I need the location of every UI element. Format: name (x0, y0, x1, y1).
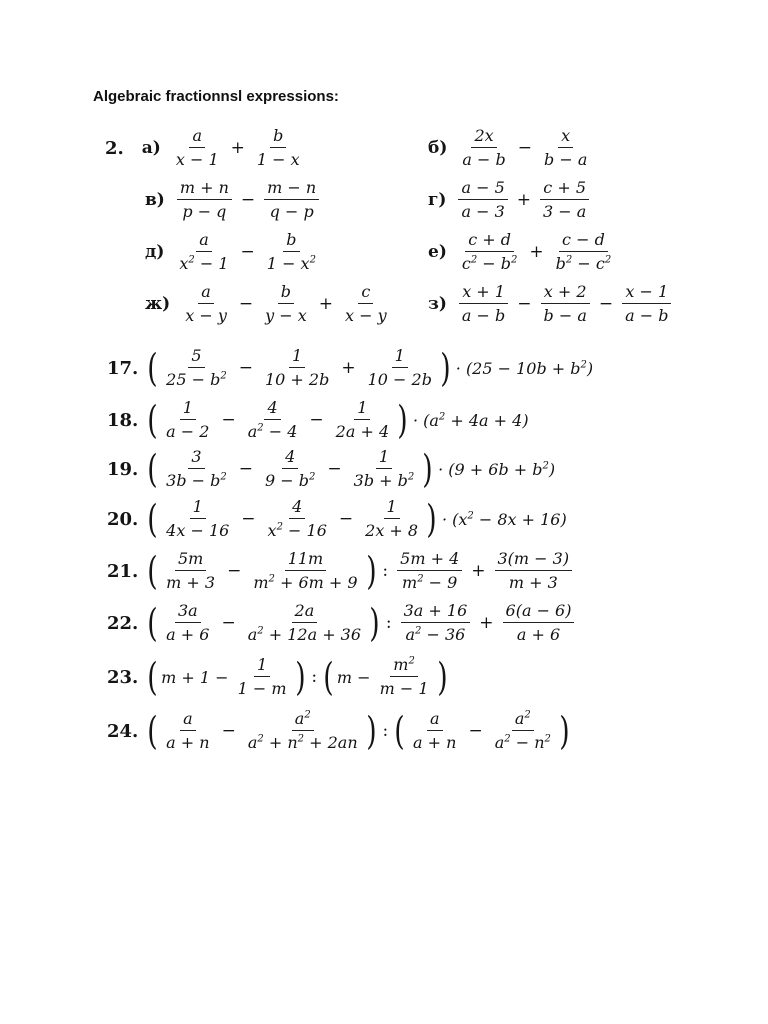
fraction: $\frac{3}{3b - b^2}$ (166, 447, 227, 490)
problem-number: 22. (107, 612, 139, 634)
problem-2-a: 2. а) $\frac{a}{x - 1}$ + $\frac{b}{1 - x}$ (105, 126, 307, 170)
problem-number: 23. (107, 666, 139, 688)
fraction: $\frac{3a + 16}{a^2 - 36}$ (401, 601, 471, 645)
problem-20: 20. ( $\frac{1}{4x - 16}$ − $\frac{4}{x^2 - 16}$ − $\frac{1}{2x + 8}$ ) · $(x^2 - 8x + 16)$ (107, 497, 567, 541)
fraction: $\frac{5m + 4}{m^2 - 9}$ (397, 549, 462, 593)
fraction: $\frac{5m}{m + 3}$ (166, 549, 216, 592)
problem-2-z: з) $\frac{x + 1}{a - b}$ − $\frac{x + 2}{b - a}$ − $\frac{x - 1}{a - b}$ (428, 282, 675, 326)
fraction: $\frac{x - 1}{a - b}$ (622, 282, 671, 326)
fraction: $\frac{c}{x - y}$ (345, 282, 387, 325)
fraction: $\frac{a}{a + n}$ (166, 709, 210, 752)
problem-number: 24. (107, 720, 139, 742)
fraction: $\frac{2a}{a^2 + 12a + 36}$ (247, 601, 362, 644)
problem-21: 21. ( $\frac{5m}{m + 3}$ − $\frac{11m}{m^2 + 6m + 9}$ ) : $\frac{5m + 4}{m^2 - 9}$ + $\frac{3(m - 3)}{m + 3}$ (107, 549, 576, 593)
fraction: $\frac{a^2}{a^2 - n^2}$ (494, 709, 551, 752)
fraction: $\frac{x + 1}{a - b}$ (459, 282, 508, 326)
sub-label: а) (141, 138, 161, 158)
problem-23: 23. ( m + 1 − $\frac{1}{1 - m}$ ) : ( m − $\frac{m^2}{m - 1}$ ) (107, 655, 448, 699)
problem-22: 22. ( $\frac{3a}{a + 6}$ − $\frac{2a}{a^2 + 12a + 36}$ ) : $\frac{3a + 16}{a^2 - 36}$ + $\frac{6(a - 6)}{a + 6}$ (107, 601, 578, 645)
fraction: $\frac{c + d}{c^2 - b^2}$ (461, 230, 518, 273)
problem-2-b: б) $\frac{2x}{a - b}$ − $\frac{x}{b - a}$ (428, 126, 594, 170)
fraction: $\frac{c - d}{b^2 - c^2}$ (555, 230, 612, 273)
fraction: $\frac{a}{x - y}$ (185, 282, 227, 325)
problem-number: 17. (107, 357, 139, 379)
problem-2-e: е) $\frac{c + d}{c^2 - b^2}$ + $\frac{c - d}{b^2 - c^2}$ (428, 230, 618, 274)
fraction: $\frac{a^2}{a^2 + n^2 + 2an}$ (247, 709, 358, 752)
problem-number: 21. (107, 560, 139, 582)
fraction: $\frac{1}{1 - m}$ (237, 655, 287, 698)
fraction: $\frac{b}{1 - x}$ (256, 126, 300, 169)
sub-label: в) (145, 190, 165, 210)
problem-24: 24. ( $\frac{a}{a + n}$ − $\frac{a^2}{a^2 + n^2 + 2an}$ ) : ( $\frac{a}{a + n}$ − $\frac{a^2}{a^2 - n^2}$ ) (107, 709, 570, 753)
problem-19: 19. ( $\frac{3}{3b - b^2}$ − $\frac{4}{9 - b^2}$ − $\frac{1}{3b + b^2}$ ) · $(9 + 6b + b^2)$ (107, 447, 556, 491)
fraction: $\frac{a - 5}{a - 3}$ (458, 178, 507, 222)
fraction: $\frac{1}{2a + 4}$ (335, 398, 390, 441)
problem-2-g: г) $\frac{a - 5}{a - 3}$ + $\frac{c + 5}{3 - a}$ (428, 178, 593, 222)
fraction: $\frac{11m}{m^2 + 6m + 9}$ (253, 549, 358, 592)
fraction: $\frac{a}{a + n}$ (413, 709, 457, 752)
sub-label: з) (428, 294, 447, 314)
fraction: $\frac{1}{a - 2}$ (166, 398, 210, 441)
fraction: $\frac{2x}{a - b}$ (462, 126, 506, 169)
problem-number: 19. (107, 458, 139, 480)
fraction: $\frac{1}{10 - 2b}$ (367, 346, 432, 389)
fraction: $\frac{4}{9 - b^2}$ (265, 447, 316, 490)
fraction: $\frac{3a}{a + 6}$ (166, 601, 210, 644)
fraction: $\frac{1}{3b + b^2}$ (353, 447, 415, 490)
problem-number: 18. (107, 409, 139, 431)
problem-number: 2. (105, 137, 124, 159)
fraction: $\frac{m - n}{q - p}$ (264, 178, 319, 222)
sub-label: е) (428, 242, 447, 262)
fraction: $\frac{x + 2}{b - a}$ (541, 282, 590, 326)
sub-label: д) (145, 242, 165, 262)
fraction: $\frac{m^2}{m - 1}$ (379, 655, 429, 698)
sub-label: ж) (145, 294, 171, 314)
problem-2-d: д) $\frac{a}{x^2 - 1}$ − $\frac{b}{1 - x^2}$ (145, 230, 323, 274)
fraction: $\frac{b}{1 - x^2}$ (266, 230, 316, 273)
fraction: $\frac{m + n}{p - q}$ (177, 178, 232, 222)
problem-2-v: в) $\frac{m + n}{p - q}$ − $\frac{m - n}{q - p}$ (145, 178, 323, 222)
fraction: $\frac{3(m - 3)}{m + 3}$ (495, 549, 573, 593)
fraction: $\frac{1}{10 + 2b}$ (264, 346, 330, 389)
fraction: $\frac{4}{x^2 - 16}$ (267, 497, 327, 540)
fraction: $\frac{5}{25 - b^2}$ (166, 346, 227, 389)
page-title: Algebraic fractionnsl expressions: (93, 88, 339, 105)
fraction: $\frac{x}{b - a}$ (544, 126, 588, 169)
fraction: $\frac{1}{4x - 16}$ (166, 497, 230, 540)
problem-17: 17. ( $\frac{5}{25 - b^2}$ − $\frac{1}{10 + 2b}$ + $\frac{1}{10 - 2b}$ ) · $(25 - 10b + b^2)$ (107, 346, 594, 390)
problem-2-zh: ж) $\frac{a}{x - y}$ − $\frac{b}{y - x}$ + $\frac{c}{x - y}$ (145, 282, 394, 326)
fraction: $\frac{1}{2x + 8}$ (365, 497, 419, 540)
problem-18: 18. ( $\frac{1}{a - 2}$ − $\frac{4}{a^2 - 4}$ − $\frac{1}{2a + 4}$ ) · $(a^2 + 4a + 4)$ (107, 398, 529, 442)
fraction: $\frac{b}{y - x}$ (265, 282, 307, 325)
sub-label: г) (428, 190, 447, 210)
fraction: $\frac{4}{a^2 - 4}$ (247, 398, 298, 441)
fraction: $\frac{6(a - 6)}{a + 6}$ (503, 601, 575, 645)
fraction: $\frac{a}{x^2 - 1}$ (179, 230, 229, 273)
problem-number: 20. (107, 508, 139, 530)
fraction: $\frac{a}{x - 1}$ (175, 126, 219, 169)
fraction: $\frac{c + 5}{3 - a}$ (540, 178, 589, 222)
sub-label: б) (428, 138, 448, 158)
